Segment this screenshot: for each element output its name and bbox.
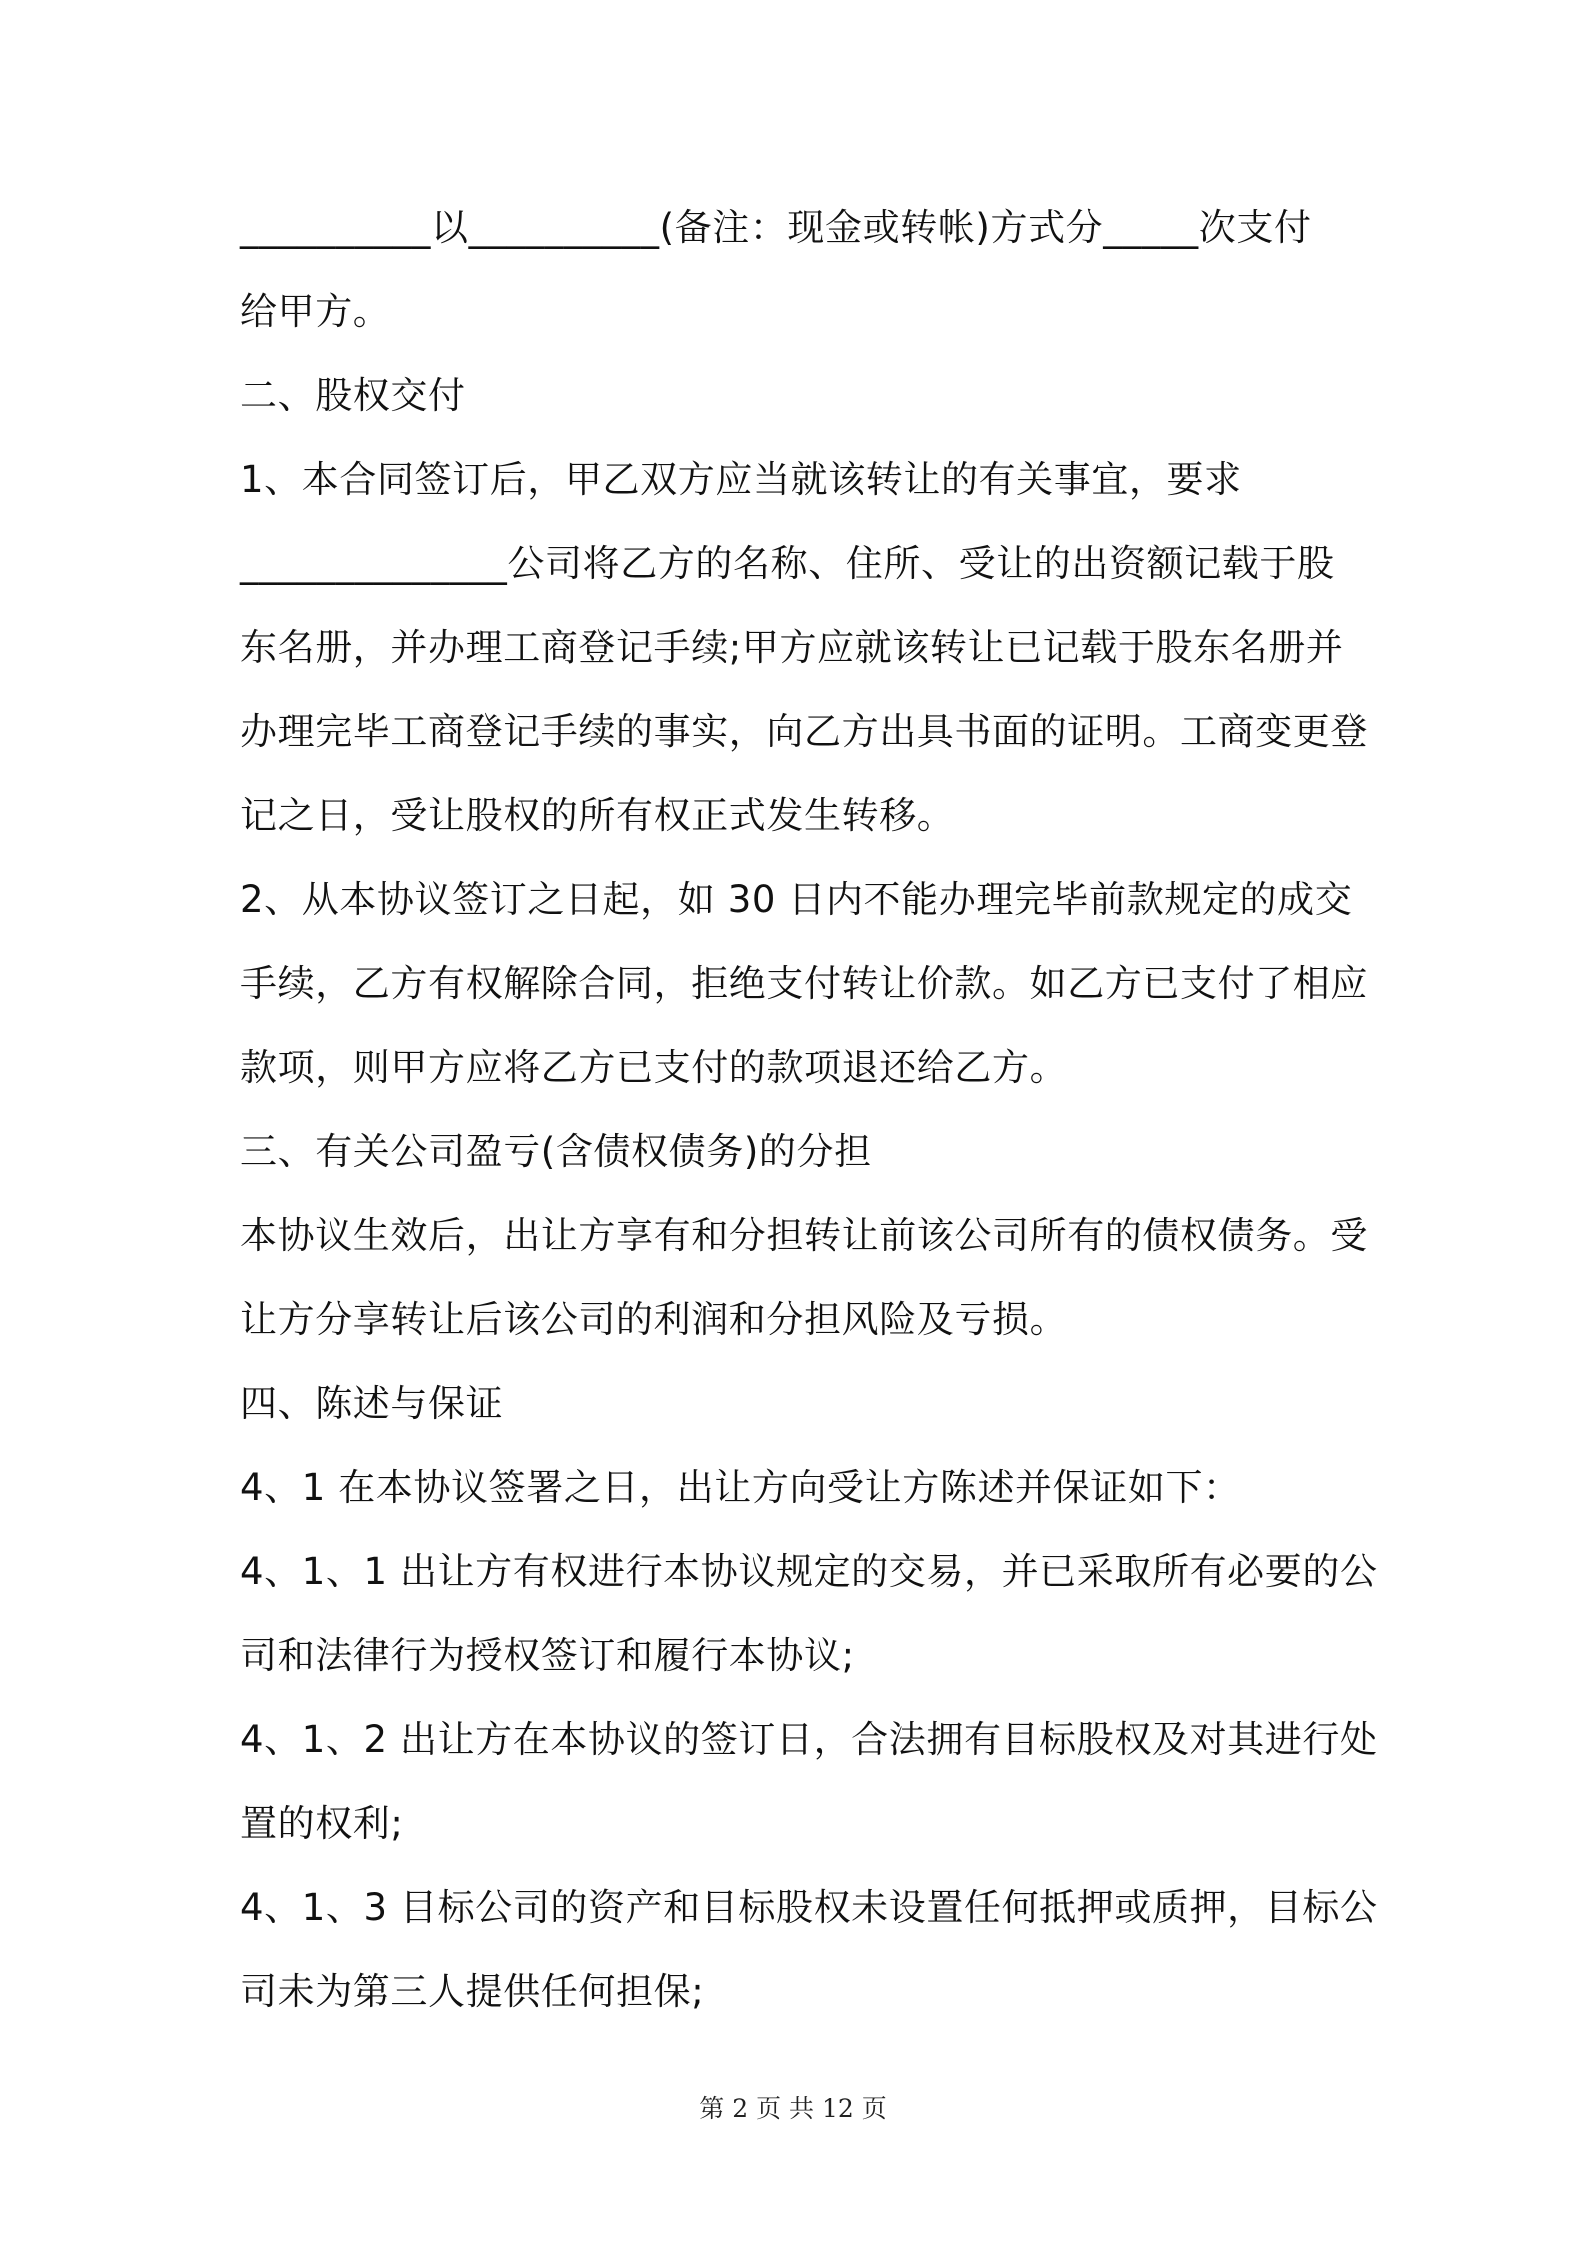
text-line: 办理完毕工商登记手续的事实，向乙方出具书面的证明。工商变更登	[240, 710, 1368, 753]
text-line: 手续，乙方有权解除合同，拒绝支付转让价款。如乙方已支付了相应	[240, 962, 1368, 1005]
text-line: __________以__________(备注：现金或转帐)方式分_____次支付	[240, 206, 1312, 249]
text-line: 让方分享转让后该公司的利润和分担风险及亏损。	[240, 1298, 1068, 1341]
text-line: 4、1、1 出让方有权进行本协议规定的交易，并已采取所有必要的公	[240, 1550, 1378, 1593]
text-line: 2、从本协议签订之日起，如 30 日内不能办理完毕前款规定的成交	[240, 878, 1353, 921]
text-line: 1、本合同签订后，甲乙双方应当就该转让的有关事宜，要求	[240, 458, 1242, 501]
section-heading: 四、陈述与保证	[240, 1382, 504, 1425]
text-line: 款项，则甲方应将乙方已支付的款项退还给乙方。	[240, 1046, 1068, 1089]
text-line: 本协议生效后，出让方享有和分担转让前该公司所有的债权债务。受	[240, 1214, 1368, 1257]
section-heading: 三、有关公司盈亏(含债权债务)的分担	[240, 1130, 872, 1173]
text-line: 给甲方。	[240, 290, 391, 333]
text-line: 记之日，受让股权的所有权正式发生转移。	[240, 794, 955, 837]
page-number-label: 第 2 页 共 12 页	[699, 2094, 887, 2123]
text-line: 置的权利;	[240, 1802, 404, 1845]
text-line: 司未为第三人提供任何担保;	[240, 1970, 705, 2013]
text-line: 4、1、3 目标公司的资产和目标股权未设置任何抵押或质押，目标公	[240, 1886, 1378, 1929]
text-line: 司和法律行为授权签订和履行本协议;	[240, 1634, 855, 1677]
section-heading: 二、股权交付	[240, 374, 466, 417]
text-line: 4、1、2 出让方在本协议的签订日，合法拥有目标股权及对其进行处	[240, 1718, 1378, 1761]
text-line: ______________公司将乙方的名称、住所、受让的出资额记载于股	[240, 542, 1335, 585]
text-line: 4、1 在本协议签署之日，出让方向受让方陈述并保证如下：	[240, 1466, 1241, 1509]
text-line: 东名册，并办理工商登记手续;甲方应就该转让已记载于股东名册并	[240, 626, 1344, 669]
page-footer	[0, 2092, 1586, 2126]
